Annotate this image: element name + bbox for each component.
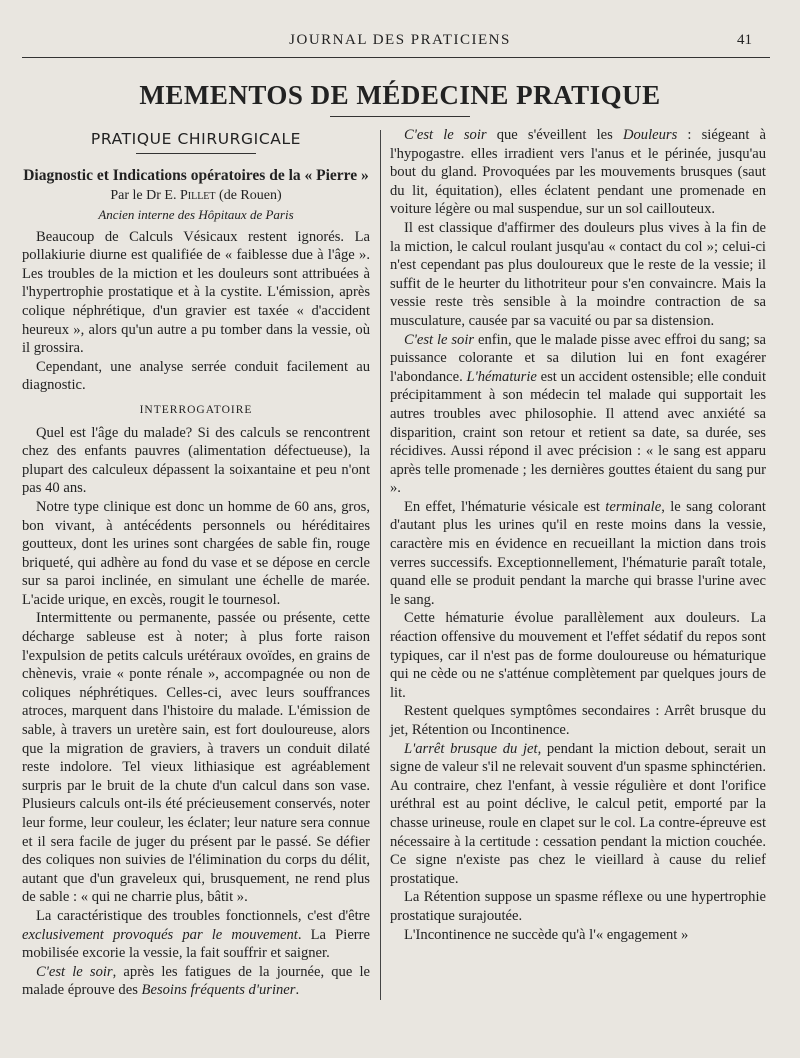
paragraph: Cette hématurie évolue parallèlement aux douleurs. La réaction offensive du mouvement et l'effet sédatif du repos sont typiques, car il n'est pas de forme douloureuse ou hématurique qui ne cède ou ne s'atténue complètement par quelques jours de lit.: [390, 610, 766, 701]
subheading-interrogatoire: INTERROGATOIRE: [139, 403, 253, 416]
byline-prefix: Par le Dr E.: [110, 187, 180, 203]
text-run: : siégeant à l'hypogastre. elles irradient vers l'anus et le périnée, jusqu'au bout du gland. Provoquées par les mouvements brusques (saut du lit, équitation), elles éclatent pendant une promenade en voiture légère ou mal suspendue, sur un sol caillouteux.: [390, 127, 767, 218]
column-divider: [380, 130, 381, 1000]
paragraph: [22, 907, 370, 963]
author-affiliation: Ancien interne des Hôpitaux de Paris: [98, 206, 294, 222]
section-heading: PRATIQUE CHIRURGICALE: [90, 130, 302, 148]
italic-run: C'est le soir: [404, 331, 475, 348]
italic-run: L'hématurie: [466, 368, 537, 385]
italic-run: L'arrêt brusque du jet: [404, 740, 538, 757]
italic-run: exclusivement provoqués par le mouvement: [22, 926, 298, 943]
italic-run: C'est le soir: [404, 127, 487, 143]
running-title: JOURNAL DES PRATICIENS: [289, 32, 511, 48]
paragraph: Intermittente ou permanente, passée ou présente, cette décharge sableuse est à noter; à plus forte raison l'expulsion de petits calculs urétéraux ovoïdes, en grains de chènevis, vraie « ponte rénale », accompagnée ou non de coliques néphrétiques. Celles-ci, avec leurs souffrances atroces, marquent dans l'histoire du malade. L'émission de sable, à travers un uretère sain, est fort douloureuse, alors que la migration de graviers, à travers un conduit dilaté reste indolore. Tel vieux lithiasique est agréablement surpris par le bruit de la chute d'un calcul dans son vase. Plusieurs calculs ont-ils été précieusement conservés, noter leur forme, leur couleur, les éclater; leur nature sera connue et il sera facile de juger du présent par le passé. Se défier des coliques non suivies de l'élimination du corps du délit, autant que d'un graveleux qui, brusquement, ne rend plus de sable : « qui ne charrie plus, bâtit ».: [22, 610, 370, 906]
paragraph: Quel est l'âge du malade? Si des calculs se rencontrent chez des enfants pauvres (alimentation défectueuse), la plupart des calculeux dépassent la soixantaine et peu n'ont pas 40 ans.: [22, 424, 370, 497]
header-rule: [22, 57, 770, 58]
paragraph: La Rétention suppose un spasme réflexe ou une hypertrophie prostatique surajoutée.: [390, 889, 766, 924]
paragraph: L'Incontinence ne succède qu'à l'« engagement »: [404, 926, 689, 943]
right-column: [390, 126, 766, 944]
italic-run: Besoins fréquents d'uriner: [141, 982, 296, 999]
page-title: MEMENTOS DE MÉDECINE PRATIQUE: [139, 80, 661, 110]
article-title: Diagnostic et Indications opératoires de la « Pierre »: [23, 166, 369, 184]
text-run: . La Pierre mobilisée excorie la vessie, la fait souffrir et saigner.: [22, 926, 370, 962]
author-name: Pillet: [179, 187, 216, 203]
paragraph: [390, 331, 766, 498]
paragraph: Il est classique d'affirmer des douleurs plus vives à la fin de la miction, le calcul roulant jusqu'au « contact du col »; celui-ci n'est cependant pas plus douloureux que le reste de la vessie; il suffit de le heurter du lithotriteur pour s'en convaincre. Mais la vessie reste très sensible à la moindre contraction de sa musculature, causée par sa vacuité ou par sa distension.: [390, 219, 766, 329]
paragraph: Cependant, une analyse serrée conduit facilement au diagnostic.: [22, 358, 370, 394]
italic-run: Douleurs: [622, 127, 678, 143]
section-rule: [136, 153, 256, 154]
byline-suffix: (de Rouen): [215, 187, 282, 203]
paragraph: [390, 126, 766, 219]
byline: [22, 186, 370, 206]
paragraph: [390, 498, 766, 610]
italic-run: C'est le soir: [36, 963, 113, 980]
paragraph: [22, 963, 370, 1000]
italic-run: terminale: [605, 498, 662, 515]
text-run: La caractéristique des troubles fonctionnels, c'est d'être: [36, 907, 370, 924]
text-run: est un accident ostensible; elle conduit précipitamment à son médecin tel malade qui supportait les autres troubles avec philosophie. Il attend avec anxiété sa disparition, craint son retour et retient sa date, sa durée, ses récidives. Aussi répond il avec précision : « le sang est apparu après telle promenade ; les dernières gouttes étaient du sang pur ».: [390, 368, 766, 497]
page-number: 41: [737, 32, 752, 48]
left-column: [22, 126, 370, 1000]
text-run: , le sang colorant d'autant plus les urines qu'il en reste moins dans la vessie, caractère mis en évidence en recueillant la miction dans trois verres successifs. Exceptionnellement, l'hématurie paraît totale, quand elle se produit pendant la marche qui brasse l'urine avec le sang.: [390, 498, 766, 608]
title-rule: [330, 116, 470, 117]
paragraph: Notre type clinique est donc un homme de 60 ans, gros, bon vivant, à antécédents personnels ou héréditaires goutteux, dont les urines sont chargées de sable fin, rouge briqueté, qui adhère au fond du vase et se dépose en cercle sur sa paroi inclinée, en simulant une échelle de marée. L'acide urique, en excès, rougit le tournesol.: [22, 498, 370, 608]
text-run: , pendant la miction debout, serait un signe de valeur s'il ne relevait souvent d'un spasme sphinctérien. Au contraire, chez l'enfant, à vessie régulière et dont l'orifice uréthral est au point déclive, le calcul petit, emporté par la chasse urineuse, roule en clapet sur le col. La contre-épreuve est nécessaire à la certitude : cessation pendant la miction couchée. Ce signe n'existe pas chez le vieillard à cause du relief prostatique.: [390, 740, 766, 887]
paragraph: Beaucoup de Calculs Vésicaux restent ignorés. La pollakiurie diurne est qualifiée de « faiblesse due à l'âge ». Les troubles de la miction et les douleurs sont attribuées à l'hypertrophie prostatique et à la cystite. L'émission, après colique néphrétique, d'un gravier est taxée « d'accident heureux », alors qu'un autre a pu tomber dans la vessie, où il grossira.: [22, 228, 370, 357]
text-run: .: [295, 982, 300, 999]
text-run: que s'éveillent les: [486, 127, 623, 143]
text-run: En effet, l'hématurie vésicale est: [404, 498, 606, 515]
text-run: , après les fatigues de la journée, que le malade éprouve des: [22, 963, 371, 999]
paragraph: Restent quelques symptômes secondaires : Arrêt brusque du jet, Rétention ou Incontinence.: [390, 703, 766, 738]
text-run: enfin, que le malade pisse avec effroi du sang; sa puissance colorante et sa dilution lui en font exagérer l'abondance.: [390, 331, 766, 385]
paragraph: [390, 740, 766, 889]
